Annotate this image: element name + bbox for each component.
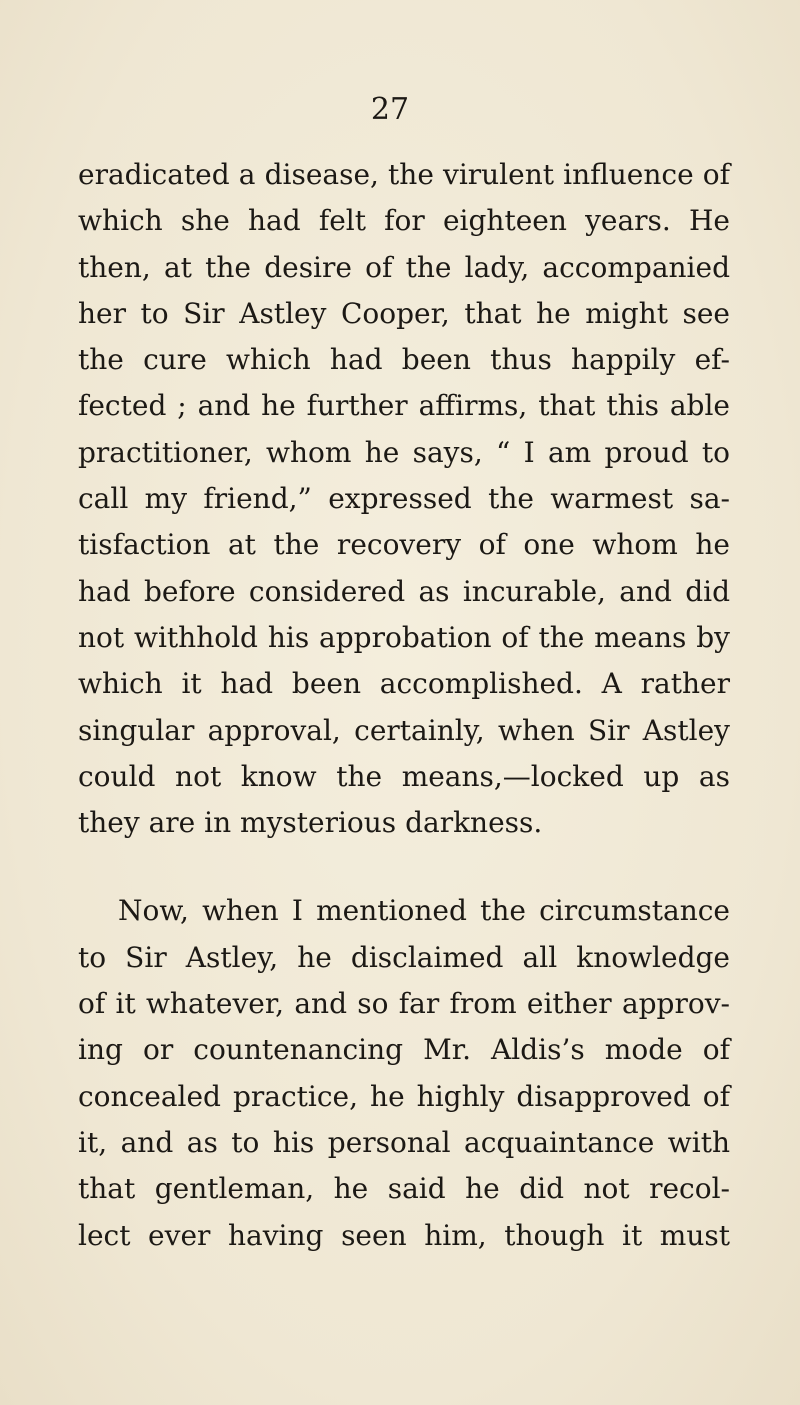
text-line: eradicated a disease, the virulent influence of bbox=[78, 158, 730, 191]
page-number: 27 bbox=[370, 92, 410, 127]
text-line: it, and as to his personal acquaintance with bbox=[78, 1125, 730, 1159]
text-line: not withhold his approbation of the means by bbox=[78, 620, 730, 654]
text-line: ing or countenancing Mr. Aldis’s mode of bbox=[78, 1033, 730, 1067]
text-line: could not know the means,—locked up as bbox=[78, 759, 730, 793]
text-line: lect ever having seen him, though it must bbox=[78, 1218, 730, 1252]
text-line: which she had felt for eighteen years. He bbox=[78, 204, 730, 238]
text-line: Now, when I mentioned the circumstance bbox=[118, 894, 730, 928]
text-line: of it whatever, and so far from either approv- bbox=[78, 987, 730, 1021]
text-line: tisfaction at the recovery of one whom he bbox=[78, 528, 730, 562]
text-line: which it had been accomplished. A rather bbox=[78, 667, 730, 701]
text-line: singular approval, certainly, when Sir Astley bbox=[78, 713, 730, 747]
text-line: practitioner, whom he says, “ I am proud to bbox=[78, 435, 730, 469]
text-line: then, at the desire of the lady, accompanied bbox=[78, 250, 730, 284]
text-line: had before considered as incurable, and did bbox=[78, 574, 730, 608]
text-line: concealed practice, he highly disapproved of bbox=[78, 1079, 730, 1113]
text-line: call my friend,” expressed the warmest sa- bbox=[78, 482, 730, 516]
text-line: that gentleman, he said he did not recol- bbox=[78, 1172, 730, 1206]
text-line: the cure which had been thus happily ef- bbox=[78, 343, 730, 377]
text-line: they are in mysterious darkness. bbox=[78, 806, 543, 840]
text-line: fected ; and he further affirms, that this able bbox=[78, 389, 730, 423]
body-text bbox=[78, 152, 730, 1259]
text-line: to Sir Astley, he disclaimed all knowledge bbox=[78, 940, 730, 974]
paragraph-1 bbox=[78, 152, 730, 846]
text-line: her to Sir Astley Cooper, that he might see bbox=[78, 296, 730, 330]
paragraph-2 bbox=[78, 888, 730, 1258]
